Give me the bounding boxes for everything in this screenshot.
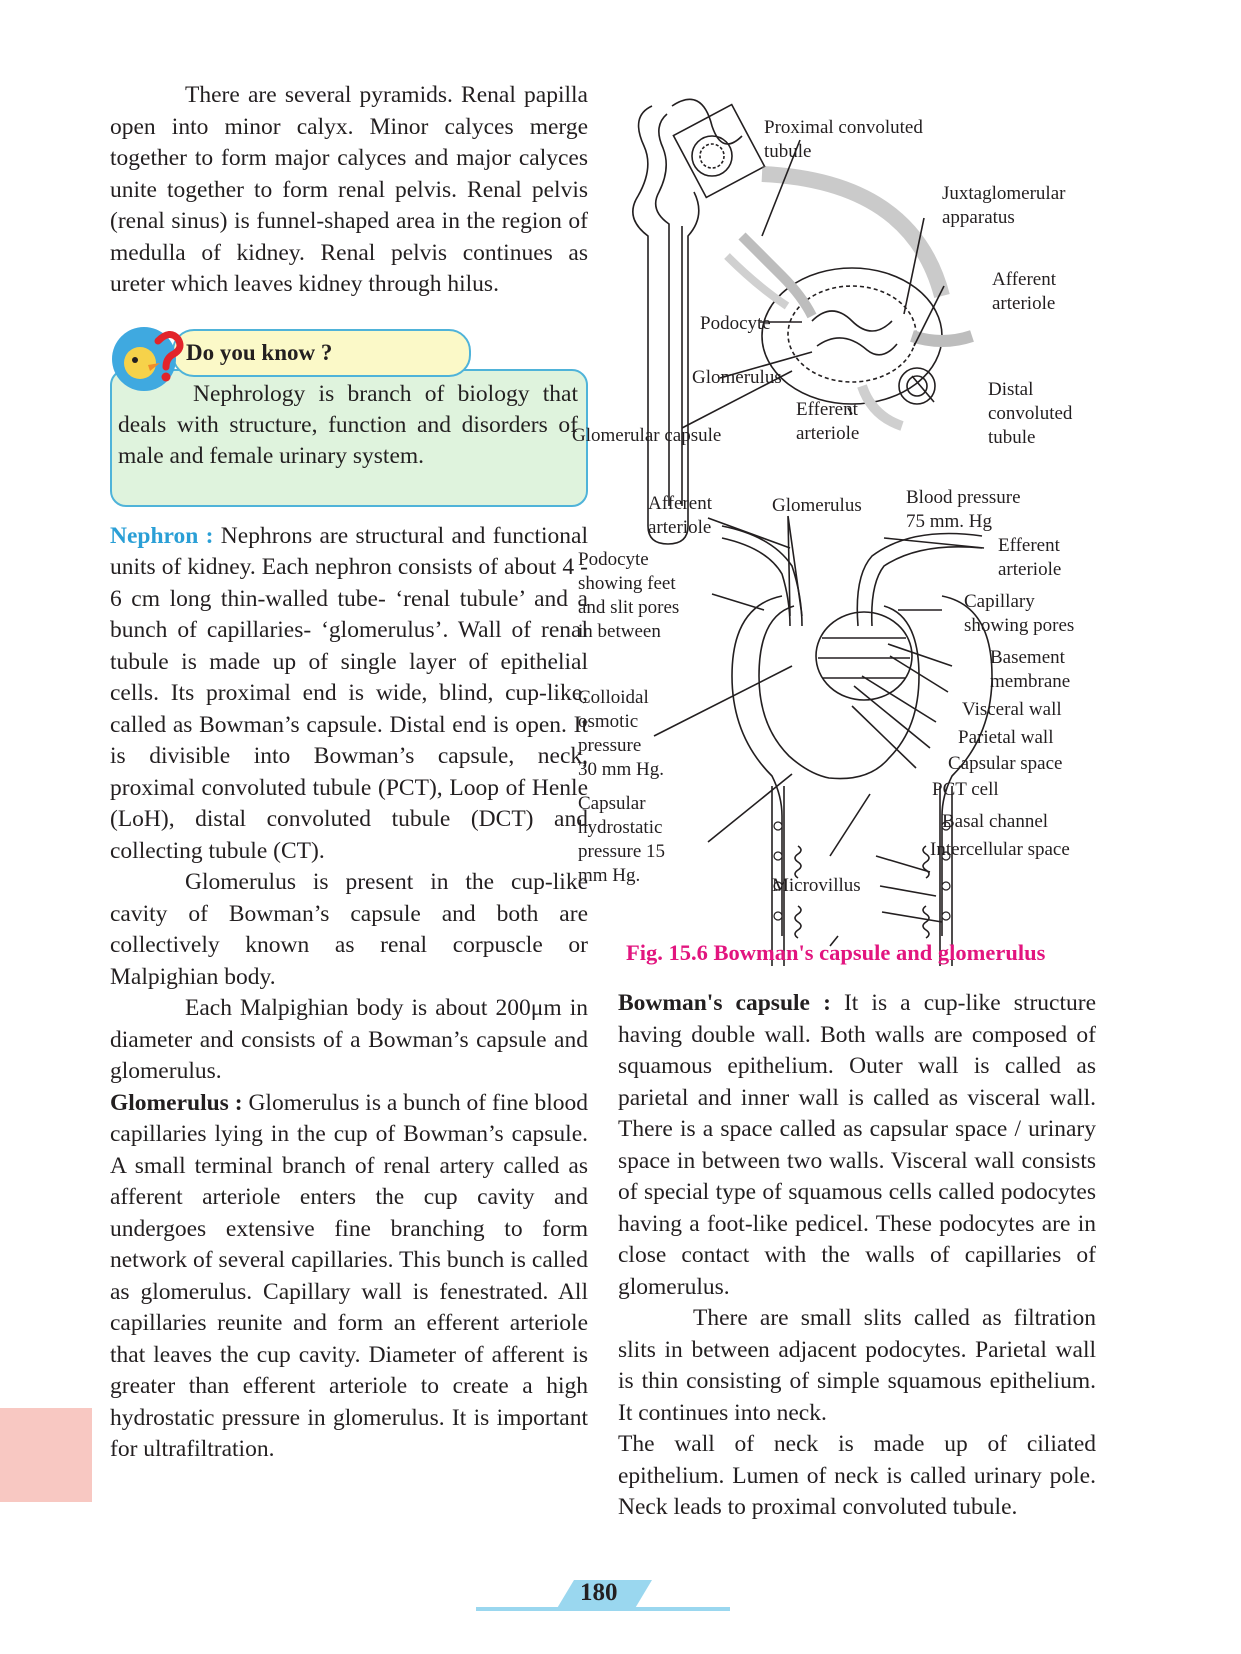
label-efferent-top-2: arteriole xyxy=(796,423,860,444)
label-capillary-2: showing pores xyxy=(964,615,1075,636)
paragraph-pyramids: There are several pyramids. Renal papilla open into minor calyx. Minor calyces merge together to form major calyces and major calyces unite together to form renal pelvis. Renal pelvis (renal sinus) is funnel-shaped area in the region of medulla of kidney. Renal pelvis continues as ureter which leaves kidney through hilus. xyxy=(110,82,588,297)
label-glomerulus-top: Glomerulus xyxy=(692,367,782,388)
label-parietal-wall: Parietal wall xyxy=(958,727,1054,748)
label-blood-pressure: Blood pressure xyxy=(906,487,1021,508)
glomerulus-text: Glomerulus is a bunch of fine blood capillaries lying in the cup of Bowman’s capsule. A small terminal branch of renal artery called as afferent arteriole enters the cup cavity and undergoes extensive fine branching to form network of several capillaries. This bunch is called as glomerulus. Capillary wall is fenestrated. All capillaries reunite and form an efferent arteriole that leaves the cup cavity. Diameter of afferent is greater than efferent arteriole to create a high hydrostatic pressure in glomerulus. It is important for ultrafiltration. xyxy=(110,1089,588,1462)
label-pct-2: tubule xyxy=(764,141,812,162)
margin-tab xyxy=(0,1408,92,1502)
label-colloidal-4: 30 mm Hg. xyxy=(578,759,665,780)
did-you-know-box xyxy=(110,329,588,507)
label-capillary: Capillary xyxy=(964,591,1035,612)
label-efferent-top: Efferent xyxy=(796,399,858,420)
paragraph-malpighian: Each Malpighian body is about 200μm in diameter and consists of a Bowman’s capsule and glomerulus. xyxy=(110,995,588,1084)
label-dct-2: convoluted xyxy=(988,403,1073,424)
label-podocyte-bottom-4: in between xyxy=(578,621,661,642)
label-capsular-hydrostatic-3: pressure 15 xyxy=(578,841,666,862)
label-podocyte-bottom: Podocyte xyxy=(578,549,649,570)
label-capsular-hydrostatic: Capsular xyxy=(578,793,646,814)
label-visceral-wall: Visceral wall xyxy=(962,699,1062,720)
glomerular-capillaries xyxy=(816,612,912,700)
term-nephron-sep: : xyxy=(198,522,221,549)
label-afferent-bottom: Afferent xyxy=(648,493,713,514)
bowmans-capsule-text: It is a cup-like structure having double wall. Both walls are composed of squamous epithelium. Outer wall is called as parietal and inner wall is called as visceral wall. There is a space called as capsular space / urinary space in between two walls. Visceral wall consists of special type of squamous cells called podocytes having a foot-like pedicel. These podocytes are in close contact with the walls of capillaries of glomerulus. xyxy=(618,990,1096,1300)
label-capsular-hydrostatic-2: hydrostatic xyxy=(578,817,663,838)
left-column xyxy=(110,80,588,1466)
term-bowmans-capsule: Bowman's capsule : xyxy=(618,990,831,1016)
did-you-know-text: Nephrology is branch of biology that deals with structure, function and disorders of male and female urinary system. xyxy=(118,380,578,469)
capsule-inner xyxy=(759,606,919,779)
right-column xyxy=(618,988,1096,1524)
label-pct-cell: PCT cell xyxy=(932,779,999,800)
label-microvillus: Microvillus xyxy=(772,875,861,896)
figure-bowmans-capsule xyxy=(572,86,1112,966)
label-dct-3: tubule xyxy=(988,427,1036,448)
paragraph-nephron xyxy=(110,521,588,868)
label-podocyte-bottom-3: and slit pores xyxy=(578,597,680,618)
label-colloidal: Colloidal xyxy=(578,687,649,708)
label-jga: Juxtaglomerular xyxy=(942,183,1066,204)
label-capsular-hydrostatic-4: mm Hg. xyxy=(578,865,641,886)
term-nephron: Nephron xyxy=(110,522,199,549)
page-number: 180 xyxy=(580,1579,618,1606)
paragraph-glomerulus xyxy=(110,1088,588,1466)
label-glomerulus-bottom: Glomerulus xyxy=(772,495,862,516)
paragraph-bowmans-capsule xyxy=(618,988,1096,1303)
label-basement-2: membrane xyxy=(990,671,1071,692)
paragraph-renal-corpuscle: Glomerulus is present in the cup-like cavity of Bowman’s capsule and both are collectively known as renal corpuscle or Malpighian body. xyxy=(110,869,588,990)
term-glomerulus: Glomerulus : xyxy=(110,1089,243,1116)
label-pct: Proximal convoluted xyxy=(764,117,923,138)
label-afferent-top-2: arteriole xyxy=(992,293,1056,314)
label-colloidal-2: osmotic xyxy=(578,711,639,732)
inset-box xyxy=(673,105,764,198)
label-dct: Distal xyxy=(988,379,1034,400)
paragraph-neck: The wall of neck is made up of ciliated epithelium. Lumen of neck is called urinary pole. Neck leads to proximal convoluted tubule. xyxy=(618,1431,1096,1520)
label-glomerular-capsule: Glomerular capsule xyxy=(572,425,722,446)
label-intercellular-space: Intercellular space xyxy=(930,839,1070,860)
label-podocyte-top: Podocyte xyxy=(700,313,771,334)
label-blood-pressure-2: 75 mm. Hg xyxy=(906,511,993,532)
label-afferent-bottom-2: arteriole xyxy=(648,517,712,538)
label-afferent-top: Afferent xyxy=(992,269,1057,290)
paragraph-filtration-slits: There are small slits called as filtration slits in between adjacent podocytes. Parietal wall is thin consisting of simple squamous epithelium. It continues into neck. xyxy=(618,1305,1096,1426)
label-basal-channel: Basal channel xyxy=(942,811,1049,832)
nephron-text: Nephrons are structural and functional units of kidney. Each nephron consists of about 4 - 6 cm long thin-walled tube- ‘renal tubule’ and a bunch of capillaries- ‘glomerulus’. Wall of renal tubule is made up of single layer of epithelial cells. Its proximal end is wide, blind, cup-like, called as Bowman’s capsule. Distal end is open. It is divisible into Bowman’s capsule, neck, proximal convoluted tubule (PCT), Loop of Henle (LoH), distal convoluted tubule (DCT) and collecting tubule (CT). xyxy=(110,522,588,864)
figure-caption: Fig. 15.6 Bowman's capsule and glomerulus xyxy=(626,940,1046,965)
label-colloidal-3: pressure xyxy=(578,735,642,756)
label-efferent-bottom-2: arteriole xyxy=(998,559,1062,580)
label-jga-2: apparatus xyxy=(942,207,1015,228)
did-you-know-title: Do you know ? xyxy=(186,339,333,365)
label-capsular-space: Capsular space xyxy=(948,753,1063,774)
label-basement: Basement xyxy=(990,647,1065,668)
label-efferent-bottom: Efferent xyxy=(998,535,1060,556)
label-podocyte-bottom-2: showing feet xyxy=(578,573,676,594)
